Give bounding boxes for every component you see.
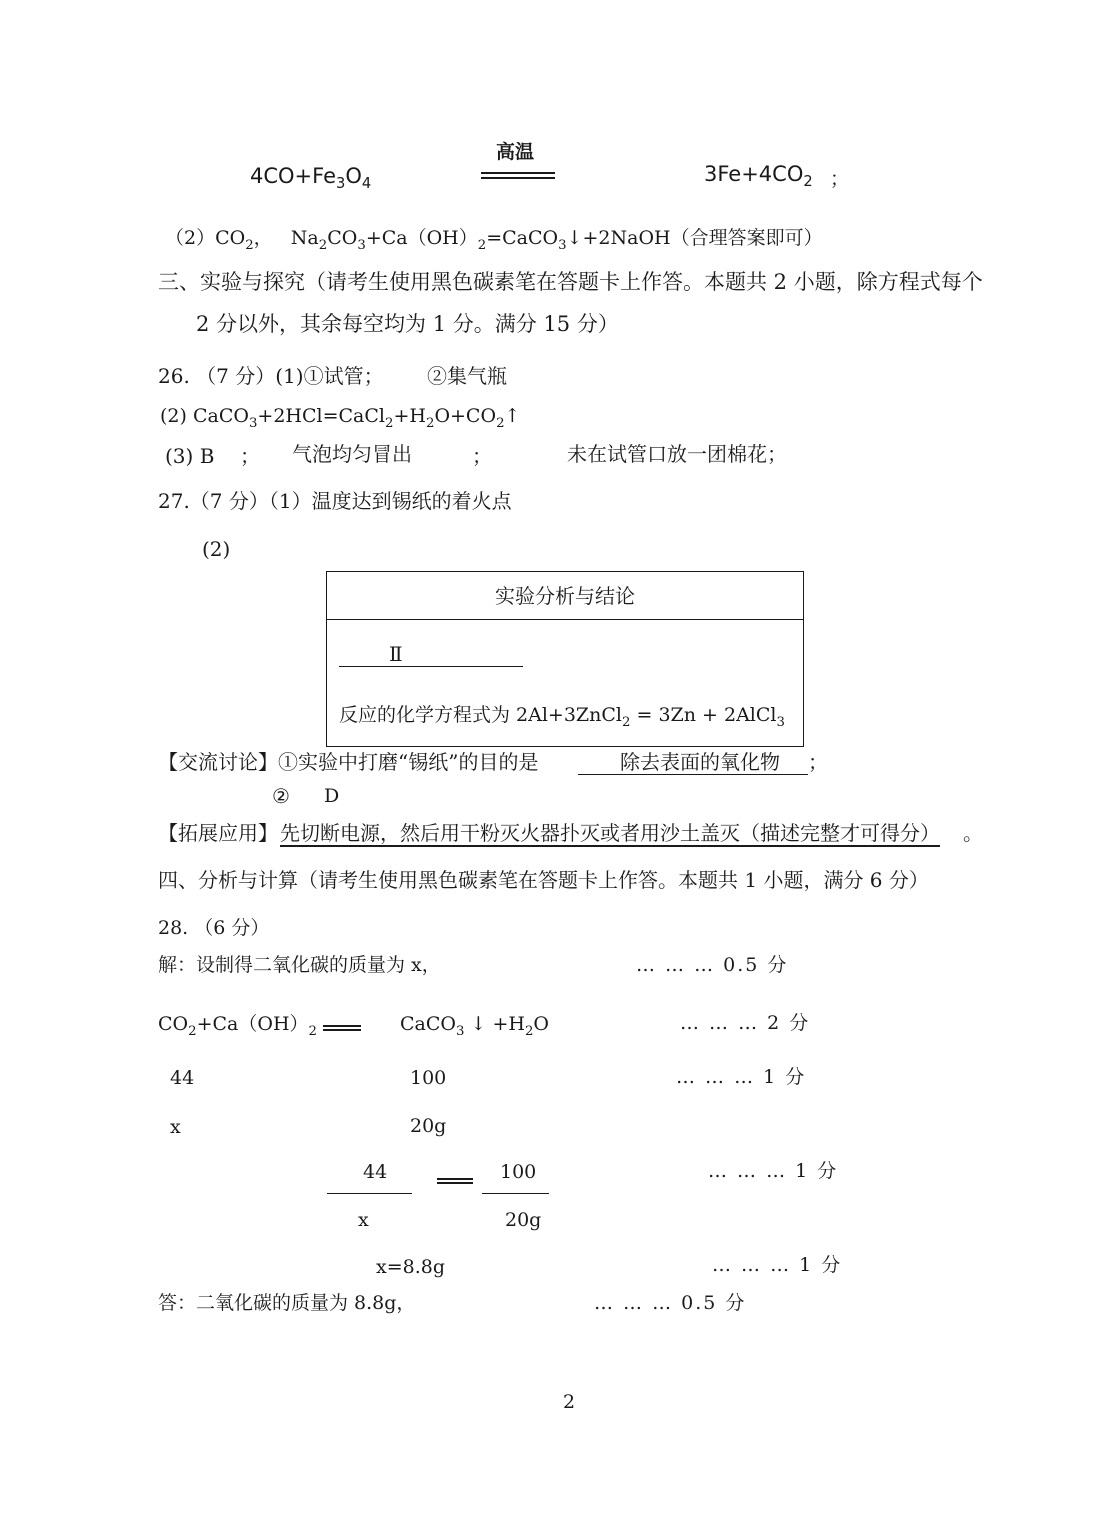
q28-var1: x: [170, 1116, 181, 1138]
q26-line1: 26. （7 分）(1)①试管；: [158, 364, 384, 388]
frac1-num: 44: [363, 1161, 388, 1183]
discuss-2-answer: D: [324, 785, 340, 807]
q28-result: x=8.8g: [376, 1256, 446, 1278]
frac-equals: [437, 1178, 473, 1184]
q28-eq-score: … … … 2 分: [680, 1012, 811, 1034]
discuss-label: 【交流讨论】①实验中打磨“锡纸”的目的是: [158, 750, 539, 774]
q28-mass-score: … … … 1 分: [676, 1066, 807, 1088]
q27-line2: (2): [202, 537, 231, 561]
q28-answer: 答：二氧化碳的质量为 8.8g，: [158, 1292, 416, 1314]
frac2-den: 20g: [505, 1209, 542, 1231]
q26-line3-a: (3) B: [165, 444, 215, 468]
frac2-num: 100: [500, 1161, 537, 1183]
q26-line3-sep2: ；: [472, 444, 492, 468]
frac2-bar: [482, 1193, 549, 1194]
q28-result-score: … … … 1 分: [712, 1254, 843, 1276]
discuss-underline: [578, 774, 808, 775]
q25-part2: $(2)CO_2$， $Na_2CO_3+Ca(OH)_2=CaCO_3↓+2NaOH$（合理答案即可）: [165, 227, 823, 253]
q28-solve: 解：设制得二氧化碳的质量为 x，: [158, 954, 441, 976]
equals-sign: [481, 172, 555, 179]
equation-left: $4CO+Fe_3O_4$: [250, 164, 372, 193]
reaction-condition: 高温: [496, 141, 535, 163]
q28-frac-score: … … … 1 分: [708, 1160, 839, 1182]
equation-right: $3Fe+4CO_2$: [704, 162, 813, 191]
section3-title-2: 2 分以外，其余每空均为 1 分。满分 15 分）: [196, 312, 619, 336]
q26-line3-b: 气泡均匀冒出: [292, 442, 412, 466]
q28-head: 28. （6 分）: [158, 917, 270, 939]
extend-end: 。: [963, 821, 983, 845]
table-divider: [327, 619, 803, 620]
q26-line2: (2) $CaCO_3+2HCl=CaCl_2+H_2O+CO_2↑$: [160, 405, 521, 431]
analysis-table: [326, 571, 804, 747]
q28-mass2: 100: [410, 1067, 447, 1089]
frac1-den: x: [358, 1209, 369, 1231]
q28-eq-left: $CO_2+Ca(OH)_2$: [158, 1013, 317, 1039]
table-equation: 反应的化学方程式为 2Al+3ZnCl$_2$ = 3Zn + 2AlCl$_3$: [339, 704, 785, 730]
answer-underline: [339, 666, 523, 667]
q28-mass1: 44: [170, 1067, 195, 1089]
equation-end: ；: [830, 168, 850, 190]
table-header: 实验分析与结论: [495, 584, 635, 608]
q28-answer-score: … … … 0.5 分: [594, 1292, 747, 1314]
q26-line1b: ②集气瓶: [427, 364, 507, 388]
q26-line3-c: 未在试管口放一团棉花；: [567, 442, 787, 466]
q28-eq-equals: [323, 1025, 361, 1031]
q27-line1: 27.（7 分）（1）温度达到锡纸的着火点: [158, 489, 512, 513]
discuss-answer: 除去表面的氧化物: [620, 750, 780, 774]
extend-answer: 先切断电源，然后用干粉灭火器扑灭或者用沙土盖灭（描述完整才可得分）: [280, 821, 940, 845]
q28-solve-score: … … … 0.5 分: [636, 954, 789, 976]
page-number: 2: [563, 1391, 576, 1413]
extend-label: 【拓展应用】: [158, 821, 278, 845]
section3-title: 三、实验与探究（请考生使用黑色碳素笔在答题卡上作答。本题共 2 小题，除方程式每个: [158, 270, 983, 294]
table-answer: Ⅱ: [389, 642, 403, 666]
q28-eq-right: CaCO$_3$ ↓ $+H_2O$: [400, 1013, 549, 1039]
discuss-2: ②: [272, 784, 290, 808]
discuss-end: ；: [808, 750, 828, 774]
q26-line3-sep1: ；: [240, 444, 260, 468]
q28-var2: 20g: [410, 1115, 447, 1137]
section4-title: 四、分析与计算（请考生使用黑色碳素笔在答题卡上作答。本题共 1 小题，满分 6 分）: [158, 868, 929, 892]
frac1-bar: [327, 1193, 412, 1194]
